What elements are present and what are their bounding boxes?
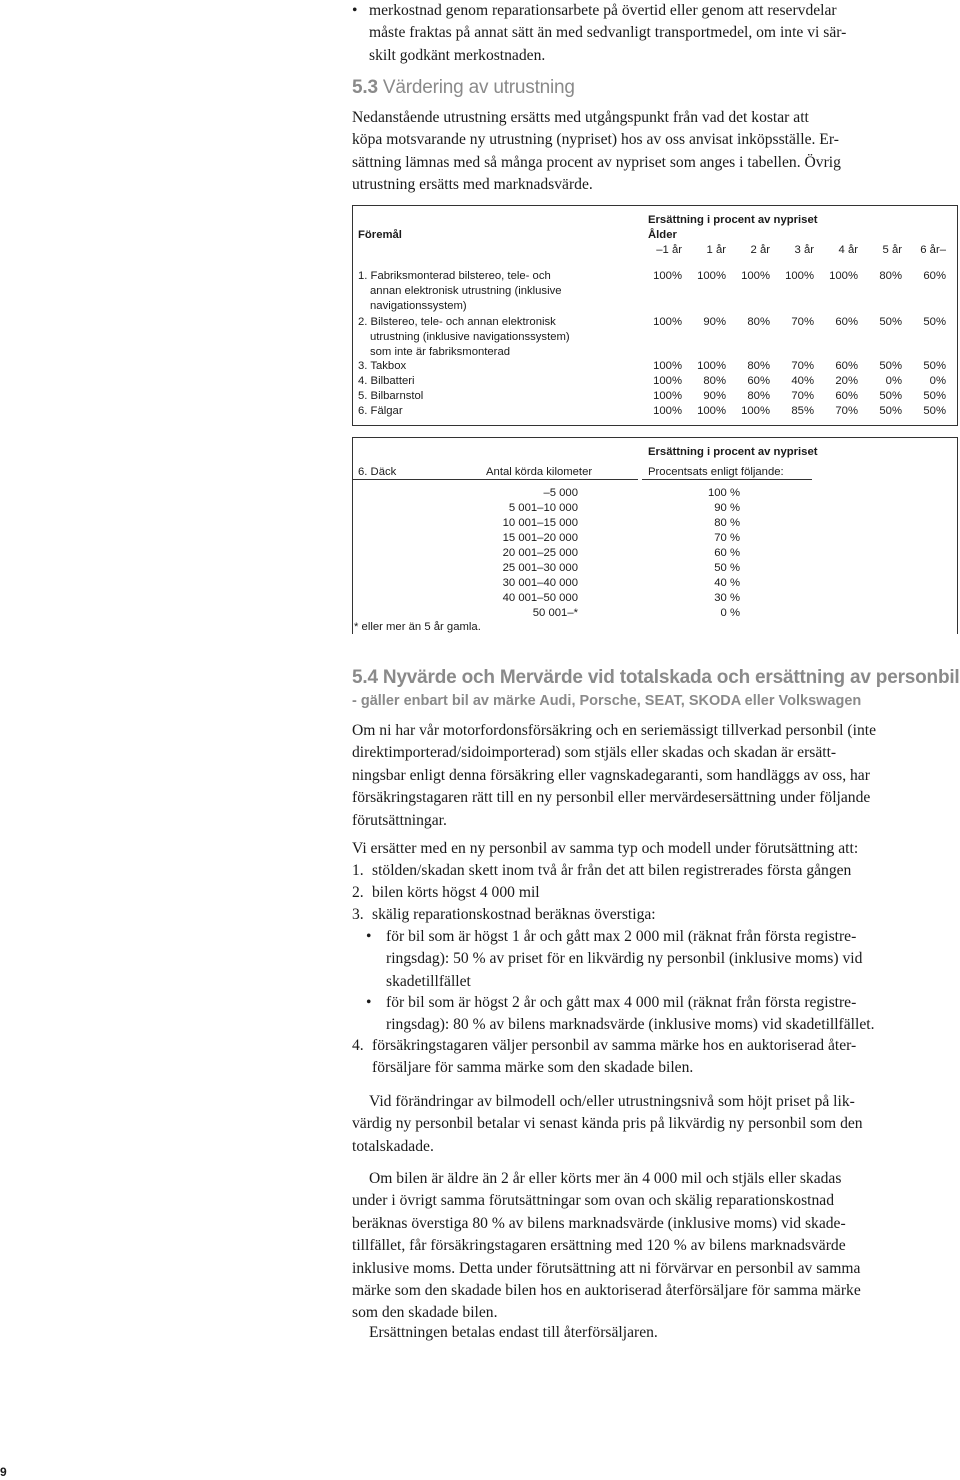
age-col: 2 år <box>750 244 770 256</box>
cell: 100% <box>653 316 682 328</box>
tyre-col-km: Antal körda kilometer <box>486 466 593 478</box>
cell: 70% <box>791 316 814 328</box>
pct-cell: 60 % <box>714 547 740 559</box>
sub-bullet-item-1 <box>366 926 952 993</box>
text-line: Om ni har vår motorfordonsförsäkring och en seriemässigt tillverkad personbil (inte <box>352 722 876 739</box>
text-line: märke som den skadade bilen hos en auktoriserad återförsäljare för samma märke <box>352 1282 861 1300</box>
section-number: 5.3 <box>352 77 378 98</box>
cell: 0% <box>885 375 902 387</box>
pct-cell: 90 % <box>714 502 740 514</box>
pct-cell: 50 % <box>714 562 740 574</box>
age-col: 5 år <box>882 244 902 256</box>
row-label-line: 1. Fabriksmonterad bilstereo, tele- och <box>358 270 551 282</box>
divider <box>642 479 812 480</box>
cell: 100% <box>829 270 858 282</box>
text-line: under i övrigt samma förutsättningar som ovan och skälig reparationskostnad <box>352 1192 834 1210</box>
km-cell: 30 001–40 000 <box>502 577 578 589</box>
cell: 100% <box>697 405 726 417</box>
table-row-values <box>638 359 946 374</box>
text-line: skadetillfället <box>386 972 471 990</box>
text-line: tillfället, får försäkringstagaren ersättning med 120 % av bilens marknadsvärde <box>352 1237 846 1255</box>
item-text: bilen körts högst 4 000 mil <box>372 884 540 901</box>
cell: 90% <box>703 316 726 328</box>
cell: 0% <box>929 375 946 387</box>
section-title: Värdering av utrustning <box>382 77 575 98</box>
cell: 90% <box>703 390 726 402</box>
table-row-values <box>638 315 946 330</box>
page-number: 9 <box>0 1465 7 1479</box>
table-row-label <box>358 315 628 360</box>
cell: 80% <box>747 316 770 328</box>
text-line: förutsättningar. <box>352 811 447 829</box>
tyre-col-pct: Procentsats enligt följande: <box>648 466 784 478</box>
text-line: Nedanstående utrustning ersätts med utgångspunkt från vad det kostar att <box>352 109 809 126</box>
km-cell: –5 000 <box>543 487 578 499</box>
cell: 50% <box>923 405 946 417</box>
section-5-4-paragraph-5: Ersättningen betalas endast till återförsäljaren. <box>369 1324 658 1341</box>
age-header-row <box>638 243 946 258</box>
cell: 60% <box>747 375 770 387</box>
tyre-item: 6. Däck <box>358 466 397 478</box>
bullet-icon: • <box>366 994 372 1011</box>
col-header-age: Ålder <box>648 229 677 241</box>
table-row-label: 5. Bilbarnstol <box>358 390 424 402</box>
text-line: utrustning ersätts med marknadsvärde. <box>352 176 593 194</box>
cell: 100% <box>697 270 726 282</box>
cell: 70% <box>791 390 814 402</box>
condition-item-1 <box>352 860 952 882</box>
cell: 50% <box>923 390 946 402</box>
col-header-item: Föremål <box>358 229 402 241</box>
text-line: Vid förändringar av bilmodell och/eller utrustningsnivå som höjt priset på lik- <box>369 1093 855 1110</box>
cell: 50% <box>879 316 902 328</box>
top-bullet-item <box>352 0 952 67</box>
age-col: 3 år <box>794 244 814 256</box>
pct-cell: 100 % <box>707 487 740 499</box>
cell: 50% <box>879 360 902 372</box>
row-label-line: navigationssystem) <box>370 300 467 312</box>
section-heading-5-3 <box>352 77 575 99</box>
cell: 80% <box>879 270 902 282</box>
text-line: ringsdag): 80 % av bilens marknadsvärde (inklusive moms) vid skadetillfället. <box>386 1016 875 1034</box>
section-heading-5-4 <box>352 667 960 689</box>
km-cell: 10 001–15 000 <box>502 517 578 529</box>
km-cell: 20 001–25 000 <box>502 547 578 559</box>
item-text: skälig reparationskostnad beräknas överstiga: <box>372 906 656 923</box>
text-line: försäkringstagaren väljer personbil av samma märke hos en auktoriserad åter- <box>372 1037 857 1054</box>
text-line: måste fraktas på annat sätt än med sedvanligt transportmedel, om inte vi sär- <box>369 24 847 42</box>
item-number: 1. <box>352 862 364 879</box>
cell: 60% <box>835 316 858 328</box>
table-row-label <box>358 269 628 314</box>
pct-cell: 70 % <box>714 532 740 544</box>
row-label-line: som inte är fabriksmonterad <box>370 346 511 358</box>
cell: 50% <box>879 405 902 417</box>
col-header-pct: Ersättning i procent av nypriset <box>648 214 818 226</box>
table-row-values <box>638 374 946 389</box>
cell: 100% <box>653 375 682 387</box>
text-line: inklusive moms. Detta under förutsättning att ni förvärvar en personbil av samma <box>352 1259 861 1277</box>
text-line: sättning lämnas med så många procent av nypriset som anges i tabellen. Övrig <box>352 153 841 171</box>
age-col: 1 år <box>706 244 726 256</box>
text-line: försäkringstagaren rätt till en ny personbil eller mervärdesersättning under följande <box>352 789 871 807</box>
item-number: 3. <box>352 906 364 923</box>
pct-cell: 80 % <box>714 517 740 529</box>
section-subtitle: - gäller enbart bil av märke Audi, Porsche, SEAT, SKODA eller Volkswagen <box>352 693 862 709</box>
cell: 100% <box>653 360 682 372</box>
table-row-label: 3. Takbox <box>358 360 407 372</box>
cell: 20% <box>835 375 858 387</box>
cell: 80% <box>747 390 770 402</box>
item-text: stölden/skadan skett inom två år från det att bilen registrerades första gången <box>372 862 852 879</box>
section-5-4-paragraph-1 <box>352 720 952 832</box>
cell: 80% <box>747 360 770 372</box>
text-line: som den skadade bilen. <box>352 1304 498 1322</box>
cell: 40% <box>791 375 814 387</box>
text-line: Om bilen är äldre än 2 år eller körts mer än 4 000 mil och stjäls eller skadas <box>369 1170 842 1187</box>
cell: 70% <box>835 405 858 417</box>
row-label-line: 2. Bilstereo, tele- och annan elektronisk <box>358 316 556 328</box>
age-col: –1 år <box>656 244 682 256</box>
cell: 50% <box>923 360 946 372</box>
condition-item-2 <box>352 882 952 904</box>
km-cell: 25 001–30 000 <box>502 562 578 574</box>
pct-cell: 0 % <box>720 607 740 619</box>
tyre-footnote: * eller mer än 5 år gamla. <box>354 621 481 633</box>
bullet-icon: • <box>352 2 358 19</box>
section-5-3-paragraph <box>352 107 952 197</box>
pct-cell: 40 % <box>714 577 740 589</box>
table-row-values <box>638 404 946 419</box>
sub-bullet-item-2 <box>366 992 952 1037</box>
cell: 100% <box>741 405 770 417</box>
cell: 100% <box>697 360 726 372</box>
condition-item-3 <box>352 904 952 926</box>
bullet-icon: • <box>366 928 372 945</box>
cell: 100% <box>785 270 814 282</box>
section-5-4-paragraph-4 <box>352 1168 952 1325</box>
cell: 100% <box>653 390 682 402</box>
text-line: köpa motsvarande ny utrustning (nypriset) hos av oss anvisat inköpsställe. Er- <box>352 131 839 149</box>
cell: 60% <box>923 270 946 282</box>
text-line: totalskadade. <box>352 1137 434 1155</box>
text-line: ningsbar enligt denna försäkring eller vagnskadegaranti, som handläggs av oss, har <box>352 766 870 784</box>
divider <box>352 479 638 480</box>
km-cell: 5 001–10 000 <box>508 502 578 514</box>
age-col: 4 år <box>838 244 858 256</box>
table-row-values <box>638 389 946 404</box>
text-line: merkostnad genom reparationsarbete på övertid eller genom att reservdelar <box>369 2 837 19</box>
item-number: 2. <box>352 884 364 901</box>
table-row-label: 4. Bilbatteri <box>358 375 415 387</box>
cell: 85% <box>791 405 814 417</box>
age-col: 6 år– <box>920 244 946 256</box>
cell: 100% <box>653 405 682 417</box>
tyre-pct-column <box>660 486 740 621</box>
tyre-col-header-pct: Ersättning i procent av nypriset <box>648 446 818 458</box>
text-line: för bil som är högst 2 år och gått max 4 000 mil (räknat från första registre- <box>386 994 857 1011</box>
text-line: för bil som är högst 1 år och gått max 2 000 mil (räknat från första registre- <box>386 928 857 945</box>
table-row-values <box>638 269 946 284</box>
km-cell: 50 001–* <box>532 607 578 619</box>
cell: 60% <box>835 360 858 372</box>
cell: 80% <box>703 375 726 387</box>
text-line: försäljare för samma märke som den skadade bilen. <box>372 1059 694 1077</box>
cell: 100% <box>741 270 770 282</box>
section-5-4-paragraph-3 <box>352 1091 952 1158</box>
cell: 100% <box>653 270 682 282</box>
cell: 50% <box>923 316 946 328</box>
cell: 50% <box>879 390 902 402</box>
row-label-line: utrustning (inklusive navigationssystem) <box>370 331 570 343</box>
section-title: Nyvärde och Mervärde vid totalskada och ersättning av personbil <box>382 667 960 688</box>
condition-item-4 <box>352 1035 952 1080</box>
km-cell: 15 001–20 000 <box>502 532 578 544</box>
text-line: skilt godkänt merkostnaden. <box>369 46 546 64</box>
text-line: värdig ny personbil betalar vi senast kända pris på likvärdig ny personbil som den <box>352 1115 863 1133</box>
item-number: 4. <box>352 1037 364 1054</box>
km-cell: 40 001–50 000 <box>502 592 578 604</box>
section-number: 5.4 <box>352 667 378 688</box>
table-row-label: 6. Fälgar <box>358 405 403 417</box>
text-line: ringsdag): 50 % av priset för en likvärdig ny personbil (inklusive moms) vid <box>386 950 863 968</box>
tyre-km-column <box>440 486 578 621</box>
row-label-line: annan elektronisk utrustning (inklusive <box>370 285 562 297</box>
text-line: direktimporterad/sidoimporterad) som stjäls eller skadas och skadan är ersätt- <box>352 744 837 762</box>
section-5-4-paragraph-2: Vi ersätter med en ny personbil av samma typ och modell under förutsättning att: <box>352 840 859 857</box>
cell: 60% <box>835 390 858 402</box>
cell: 70% <box>791 360 814 372</box>
text-line: beräknas överstiga 80 % av bilens marknadsvärde (inklusive moms) vid skade- <box>352 1214 846 1232</box>
pct-cell: 30 % <box>714 592 740 604</box>
